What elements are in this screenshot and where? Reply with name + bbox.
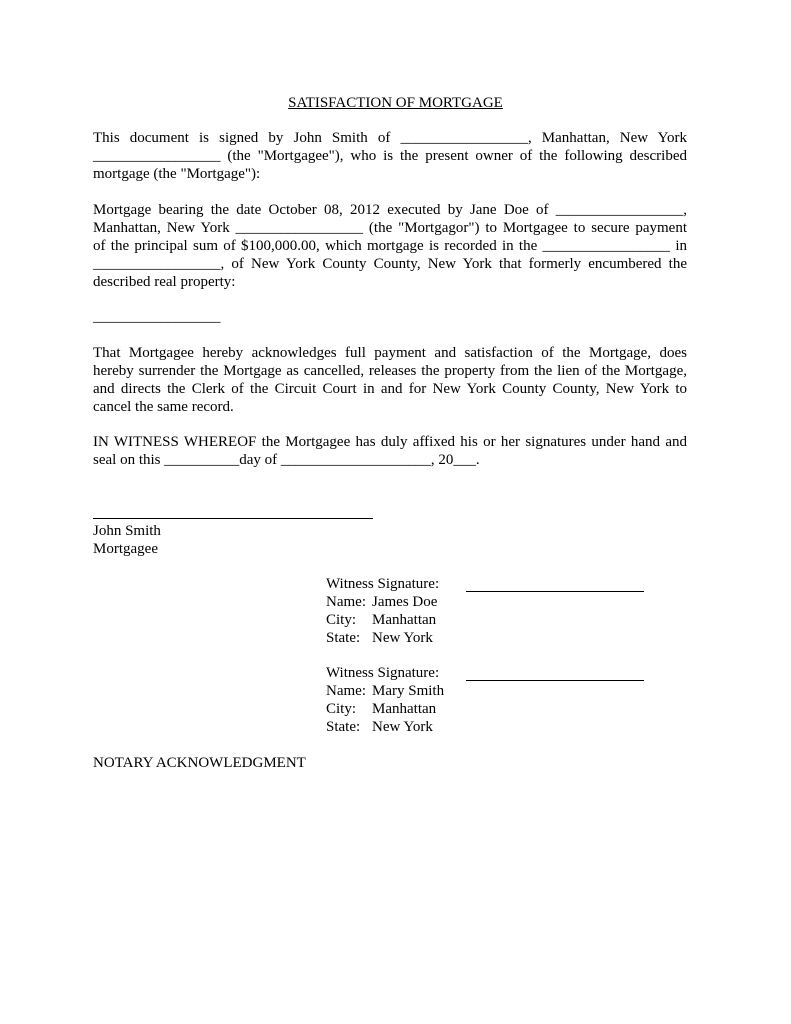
paragraph-3-line-3: and directs the Clerk of the Circuit Court in and for New York County County, New York to — [93, 381, 687, 397]
paragraph-3-line-2: hereby surrender the Mortgage as cancelled, releases the property from the lien of the Mortgage, — [93, 363, 687, 379]
witness-1-name-label: Name: — [326, 594, 366, 610]
witness-2-name-label: Name: — [326, 683, 366, 699]
paragraph-2-line-4: _________________, of New York County County, New York that formerly encumbered the — [93, 256, 687, 272]
witness-2-state: New York — [372, 719, 433, 735]
witness-1-name-row — [326, 593, 437, 611]
paragraph-2-line-5: described real property: — [93, 274, 236, 290]
witness-2-state-row — [326, 718, 433, 736]
paragraph-4-line-2: seal on this __________day of ____________________, 20___. — [93, 452, 480, 468]
paragraph-2-line-3: of the principal sum of $100,000.00, which mortgage is recorded in the _________________ in — [93, 238, 687, 254]
paragraph-1-line-2: _________________ (the "Mortgagee"), who is the present owner of the following described — [93, 148, 687, 164]
witness-2-name: Mary Smith — [372, 683, 445, 699]
witness-1-name: James Doe — [372, 594, 438, 610]
paragraph-4-line-1: IN WITNESS WHEREOF the Mortgagee has duly affixed his or her signatures under hand and — [93, 434, 687, 450]
witness-1-state: New York — [372, 630, 433, 646]
witness-2-city: Manhattan — [372, 701, 437, 717]
mortgagee-role: Mortgagee — [93, 541, 158, 557]
blank-underline: _________________ — [93, 309, 221, 325]
witness-1-signature-line — [466, 591, 644, 592]
paragraph-1-line-1: This document is signed by John Smith of _________________, Manhattan, New York — [93, 130, 687, 146]
paragraph-2-line-2: Manhattan, New York _________________ (the "Mortgagor") to Mortgagee to secure payment — [93, 220, 687, 236]
paragraph-3-line-1: That Mortgagee hereby acknowledges full payment and satisfaction of the Mortgage, does — [93, 345, 687, 361]
witness-2-city-label: City: — [326, 701, 357, 717]
mortgagee-name: John Smith — [93, 523, 161, 539]
witness-1-signature-label: Witness Signature: — [326, 576, 440, 592]
witness-2-signature-label: Witness Signature: — [326, 665, 440, 681]
paragraph-1-line-3: mortgage (the "Mortgage"): — [93, 166, 261, 182]
witness-2-state-label: State: — [326, 719, 361, 735]
witness-1-state-label: State: — [326, 630, 361, 646]
notary-heading: NOTARY ACKNOWLEDGMENT — [93, 755, 306, 771]
witness-2-signature-line — [466, 680, 644, 681]
witness-1-city-label: City: — [326, 612, 357, 628]
paragraph-2-line-1: Mortgage bearing the date October 08, 2012 executed by Jane Doe of _________________, — [93, 202, 687, 218]
mortgagee-signature-line — [93, 518, 373, 519]
witness-2-name-row — [326, 682, 444, 700]
witness-1-city-row — [326, 611, 436, 629]
paragraph-3-line-4: cancel the same record. — [93, 399, 234, 415]
witness-1-city: Manhattan — [372, 612, 437, 628]
witness-2-city-row — [326, 700, 436, 718]
witness-1-state-row — [326, 629, 433, 647]
document-title: SATISFACTION OF MORTGAGE — [288, 95, 503, 111]
